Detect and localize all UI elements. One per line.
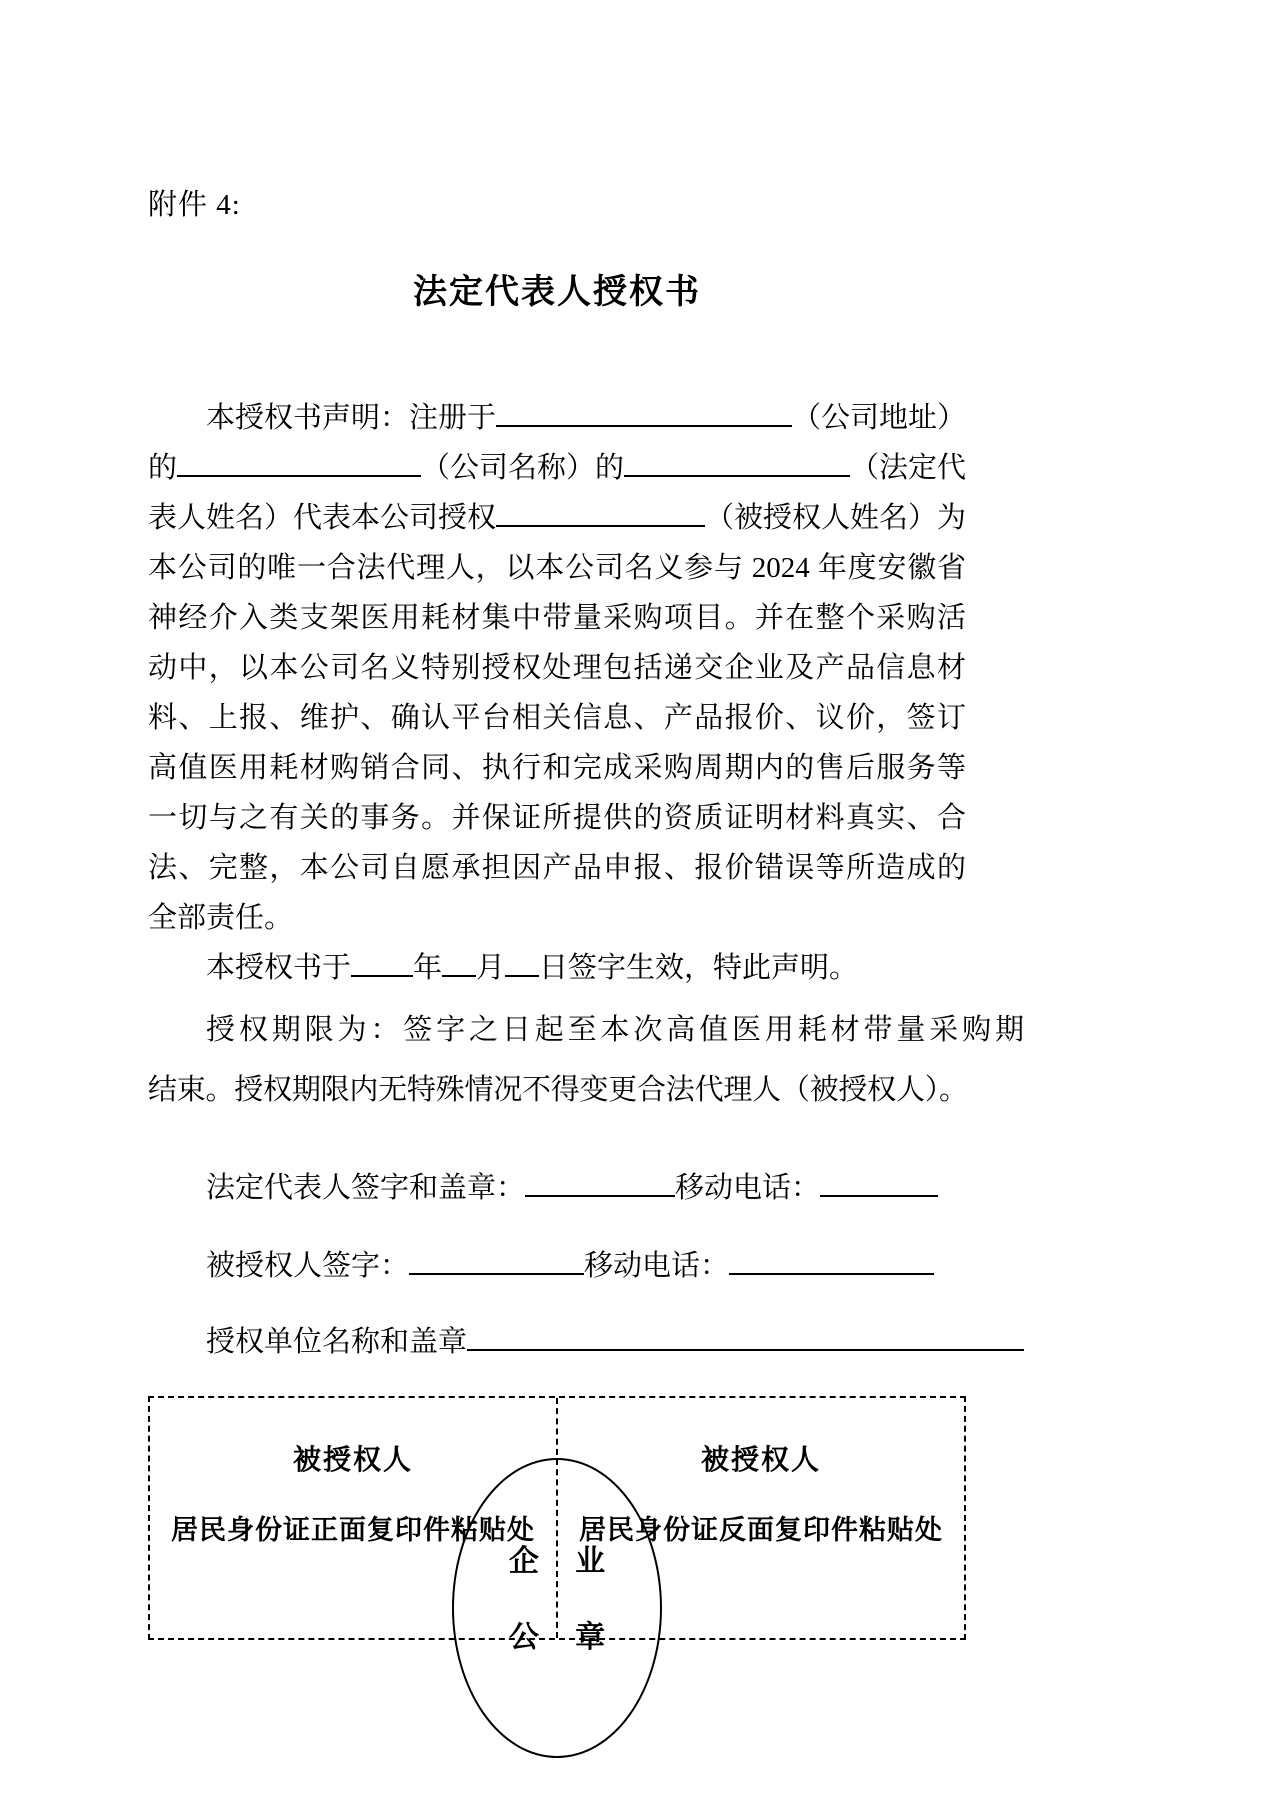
- paragraph-line: 法、完整，本公司自愿承担因产品申报、报价错误等所造成的: [148, 852, 966, 884]
- blank-year: [351, 971, 413, 977]
- page-title: 法定代表人授权书: [413, 274, 701, 311]
- id-paste-boxes: [148, 1396, 966, 1654]
- paragraph-line: [148, 493, 966, 543]
- legal-representative-signature-row: [148, 1163, 1024, 1213]
- blank-legal-representative-name: [624, 471, 850, 477]
- paragraph-text: 本授权书声明：注册于: [206, 402, 497, 434]
- seal-text: 企 业: [508, 1545, 606, 1578]
- authorized-person-signature-row: [148, 1241, 1024, 1291]
- blank-company-address: [496, 421, 792, 427]
- authorizing-unit-row: [148, 1317, 1024, 1367]
- term-line: 结束。授权期限内无特殊情况不得变更合法代理人（被授权人）。: [148, 1074, 966, 1106]
- paragraph-text: （法定代: [849, 452, 966, 484]
- blank-authorizing-unit-name: [467, 1345, 1024, 1351]
- paragraph-line: 料、上报、维护、确认平台相关信息、产品报价、议价，签订: [148, 702, 966, 734]
- paragraph-line: [148, 393, 966, 443]
- blank-authorized-person-phone: [729, 1269, 934, 1275]
- signature-label: 法定代表人签字和盖章：: [206, 1172, 526, 1204]
- paragraph-line: 神经介入类支架医用耗材集中带量采购项目。并在整个采购活: [148, 602, 966, 634]
- effective-date-line: [148, 943, 1024, 993]
- paragraph-line: 全部责任。: [148, 902, 294, 934]
- blank-authorized-person-signature: [409, 1269, 584, 1275]
- blank-legal-representative-phone: [820, 1191, 938, 1197]
- paragraph-line: 高值医用耗材购销合同、执行和完成采购周期内的售后服务等: [148, 752, 966, 784]
- signature-label: 授权单位名称和盖章: [206, 1326, 468, 1358]
- paragraph-line: 一切与之有关的事务。并保证所提供的资质证明材料真实、合: [148, 802, 966, 834]
- company-seal-ellipse: [452, 1458, 662, 1758]
- seal-text: 公 章: [508, 1621, 606, 1654]
- blank-month: [442, 971, 476, 977]
- paragraph-text: （公司地址）: [791, 402, 966, 434]
- box-caption: 居民身份证反面复印件粘贴处: [579, 1515, 943, 1545]
- paragraph-line: [148, 443, 966, 493]
- paragraph-text: 表人姓名）代表本公司授权: [148, 502, 497, 534]
- phone-label: 移动电话：: [584, 1250, 730, 1282]
- paragraph-text: 月: [476, 952, 506, 984]
- term-line: 授权期限为：签字之日起至本次高值医用耗材带量采购期: [206, 1014, 1024, 1046]
- paragraph-text: （被授权人姓名）为: [704, 502, 966, 534]
- paragraph-text: 日签字生效，特此声明。: [539, 952, 859, 984]
- attachment-label: 附件 4:: [148, 189, 241, 221]
- paragraph-line: 本公司的唯一合法代理人，以本公司名义参与 2024 年度安徽省: [148, 552, 966, 584]
- blank-authorized-person-name: [496, 521, 705, 527]
- box-title: 被授权人: [292, 1444, 413, 1475]
- paragraph-line: 动中，以本公司名义特别授权处理包括递交企业及产品信息材: [148, 652, 966, 684]
- box-title: 被授权人: [700, 1444, 821, 1475]
- paragraph-text: 年: [413, 952, 443, 984]
- paragraph-text: 本授权书于: [206, 952, 352, 984]
- authorization-paragraph: [148, 393, 966, 943]
- blank-day: [505, 971, 539, 977]
- signature-label: 被授权人签字：: [206, 1250, 410, 1282]
- paragraph-text: （公司名称）的: [421, 452, 625, 484]
- paragraph-text: 的: [148, 452, 178, 484]
- blank-legal-representative-signature: [525, 1191, 675, 1197]
- box-caption: 居民身份证正面复印件粘贴处: [171, 1515, 535, 1545]
- phone-label: 移动电话：: [675, 1172, 821, 1204]
- blank-company-name: [177, 471, 421, 477]
- document-content: [148, 0, 1024, 1810]
